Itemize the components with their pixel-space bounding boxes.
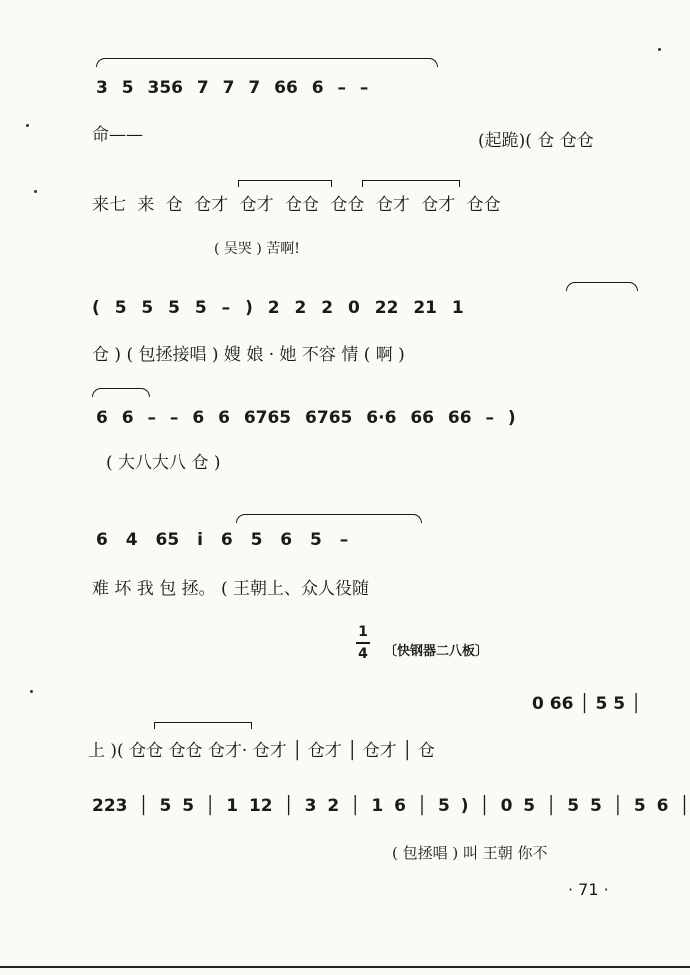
lyric-line-1-left: 命—— (92, 125, 143, 145)
bracket-line2-b (362, 180, 460, 187)
lyric-line-3: 仓 ) ( 包拯接唱 ) 嫂 娘 · 她 不容 情 ( 啊 ) (92, 345, 405, 365)
page-number: · 71 · (568, 880, 609, 899)
tempo-label: 〔快钢器二八板〕 (384, 644, 489, 659)
time-numerator: 1 (358, 624, 368, 640)
slur-line5 (236, 514, 422, 523)
time-signature (356, 624, 370, 662)
stage-direction-line-2: ( 吴哭 ) 苦啊! (214, 241, 300, 257)
bracket-line2-a (238, 180, 332, 187)
lyric-line-5: 难 坏 我 包 拯。 ( 王朝上、众人役随 (92, 579, 370, 599)
slur-line3 (566, 282, 638, 291)
scan-speck (26, 124, 29, 127)
notation-line-4: 6 6 – – 6 6 6765 6765 6·6 66 66 – ) (96, 408, 516, 428)
slur-line1 (96, 58, 438, 67)
lyric-line-4: ( 大八大八 仓 ) (106, 453, 221, 473)
bracket-line7 (154, 722, 252, 729)
notation-line-1: 3 5 356 7 7 7 66 6 – – (96, 78, 369, 98)
notation-line-3: ( 5 5 5 5 – ) 2 2 2 0 22 21 1 (92, 298, 464, 318)
scan-speck (30, 690, 33, 693)
notation-line-6: 0 66 │ 5 5 │ (532, 694, 642, 714)
slur-line4 (92, 388, 150, 397)
bottom-rule (0, 966, 690, 968)
notation-line-5: 6 4 65 i 6 5 6 5 – (96, 530, 349, 550)
lyric-line-1-right: (起跪)( 仓 仓仓 (478, 131, 594, 151)
percussion-line-2: 来七 来 仓 仓才 仓才 仓仓 仓仓 仓才 仓才 仓仓 (92, 195, 501, 215)
scan-speck (34, 190, 37, 193)
time-denominator: 4 (358, 645, 368, 662)
scan-speck (658, 48, 661, 51)
time-fraction-line (356, 642, 370, 644)
lyric-line-8: ( 包拯唱 ) 叫 王朝 你不 (392, 844, 548, 862)
notation-line-8: 223 │ 5 5 │ 1 12 │ 3 2 │ 1 6 │ 5 ) │ 0 5 │ 5 5 │ 5 6 │ (92, 796, 690, 816)
percussion-line-7: 上 )( 仓仓 仓仓 仓才· 仓才 │ 仓才 │ 仓才 │ 仓 (88, 741, 435, 761)
